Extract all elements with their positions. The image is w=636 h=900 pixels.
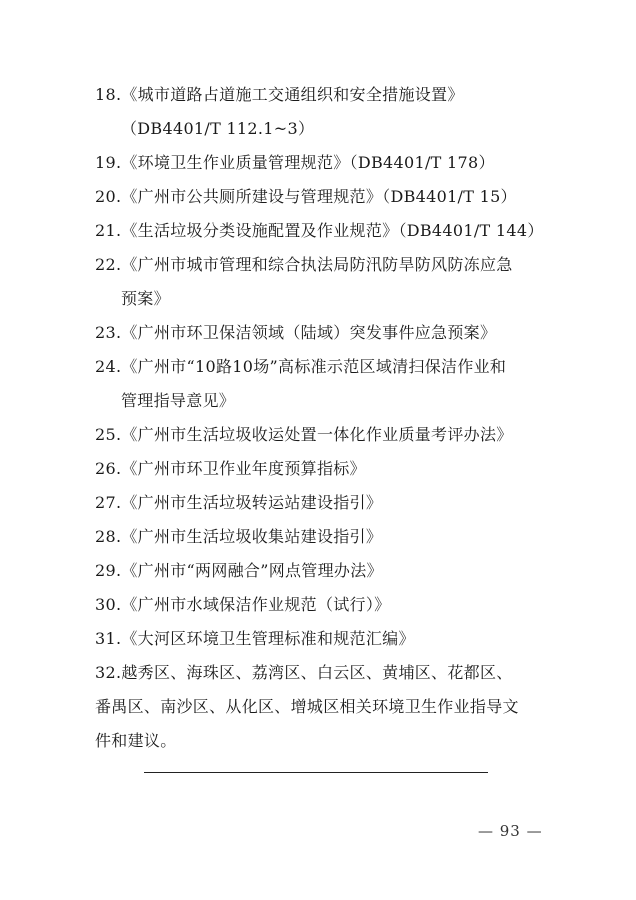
list-item-25: 25.《广州市生活垃圾收运处置一体化作业质量考评办法》 xyxy=(95,425,513,444)
list-item-23: 23.《广州市环卫保洁领域（陆域）突发事件应急预案》 xyxy=(95,323,497,342)
list-item-31: 31.《大河区环境卫生管理标准和规范汇编》 xyxy=(95,629,415,648)
page-number: — 93 — xyxy=(478,822,543,840)
list-item-21: 21.《生活垃圾分类设施配置及作业规范》（DB4401/T 144） xyxy=(95,221,544,240)
list-item-32-end: 件和建议。 xyxy=(95,731,177,750)
end-divider xyxy=(144,772,488,773)
list-item-28: 28.《广州市生活垃圾收集站建设指引》 xyxy=(95,527,383,546)
list-item-22: 22.《广州市城市管理和综合执法局防汛防旱防风防冻应急 xyxy=(95,255,513,274)
list-item-18: 18.《城市道路占道施工交通组织和安全措施设置》 xyxy=(95,85,464,104)
list-item-32: 32.越秀区、海珠区、荔湾区、白云区、黄埔区、花都区、 xyxy=(95,663,513,682)
reference-list xyxy=(95,78,555,758)
list-item-32-continued: 番禺区、南沙区、从化区、增城区相关环境卫生作业指导文 xyxy=(95,697,519,716)
list-item-18-continued: （DB4401/T 112.1~3） xyxy=(121,119,315,138)
list-item-27: 27.《广州市生活垃圾转运站建设指引》 xyxy=(95,493,383,512)
list-item-29: 29.《广州市“两网融合”网点管理办法》 xyxy=(95,561,383,580)
list-item-19: 19.《环境卫生作业质量管理规范》（DB4401/T 178） xyxy=(95,153,495,172)
list-item-22-continued: 预案》 xyxy=(121,289,170,308)
list-item-26: 26.《广州市环卫作业年度预算指标》 xyxy=(95,459,366,478)
list-item-24: 24.《广州市“10路10场”高标准示范区域清扫保洁作业和 xyxy=(95,357,507,376)
list-item-24-continued: 管理指导意见》 xyxy=(121,391,236,410)
list-item-30: 30.《广州市水域保洁作业规范（试行）》 xyxy=(95,595,391,614)
list-item-20: 20.《广州市公共厕所建设与管理规范》（DB4401/T 15） xyxy=(95,187,517,206)
